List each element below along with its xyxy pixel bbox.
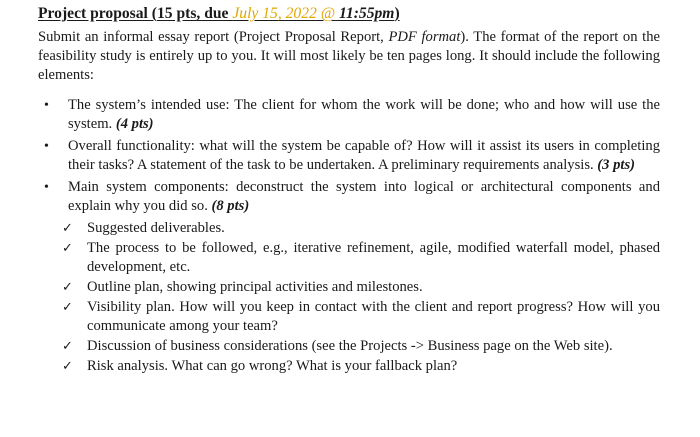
checkmark-icon: ✓ [62,280,73,295]
checkmark-icon: ✓ [62,339,73,354]
intro-text-1: Submit an informal essay report (Project Proposal Report, [38,29,389,45]
check-item-text: Suggested deliverables. [87,220,225,236]
intro-text-2: ). The format of the report on the feasibility study is entirely up to you. It will most likely be ten pages long. It should include the following elements: [38,29,660,83]
checkmark-icon: ✓ [62,241,73,256]
list-item-text: Overall functionality: what will the system be capable of? How will it assist its users in completing their tasks? A statement of the task to be undertaken. A preliminary requirements analysis. [68,138,660,173]
points-label: (4 pts) [115,116,154,132]
points-label: (3 pts) [597,157,635,173]
list-item-text: The system’s intended use: The client for whom the work will be done; who and how will use the system. [68,97,660,132]
page-title [38,4,660,24]
due-date: July 15, 2022 @ [232,5,336,22]
check-item-text: Discussion of business considerations (see the Projects -> Business page on the Web site). [87,338,613,354]
bullet-icon: • [44,139,49,154]
check-item-risk-analysis [62,357,660,376]
intro-paragraph [38,28,660,85]
checkmark-icon: ✓ [62,300,73,315]
list-item-intended-use [44,96,660,134]
title-points: 15 pts [156,5,197,22]
points-label: (8 pts) [211,198,250,214]
check-item-outline-plan [62,278,660,297]
check-item-text: The process to be followed, e.g., iterative refinement, agile, modified waterfall model, phased development, etc. [87,240,660,275]
check-item-text: Risk analysis. What can go wrong? What is your fallback plan? [87,358,458,374]
check-item-process [62,239,660,277]
checkmark-icon: ✓ [62,359,73,374]
checklist [38,219,660,376]
check-item-text: Outline plan, showing principal activities and milestones. [87,279,423,295]
bullet-icon: • [44,98,49,113]
title-due-prefix: , due [196,5,233,22]
list-item-components [44,178,660,216]
due-time: 11:55pm [335,5,395,22]
check-item-deliverables [62,219,660,238]
title-label: Project proposal ( [38,5,157,22]
check-item-visibility-plan [62,298,660,336]
title-close: ) [394,5,400,22]
list-item-text: Main system components: deconstruct the system into logical or architectural components and explain why you did so. [68,179,660,214]
bullet-icon: • [44,180,49,195]
list-item-functionality [44,137,660,175]
check-item-business [62,337,660,356]
intro-format: PDF format [388,29,461,45]
check-item-text: Visibility plan. How will you keep in contact with the client and report progress? How will you communicate among your team? [87,299,660,334]
checkmark-icon: ✓ [62,221,73,236]
elements-list [38,96,660,216]
